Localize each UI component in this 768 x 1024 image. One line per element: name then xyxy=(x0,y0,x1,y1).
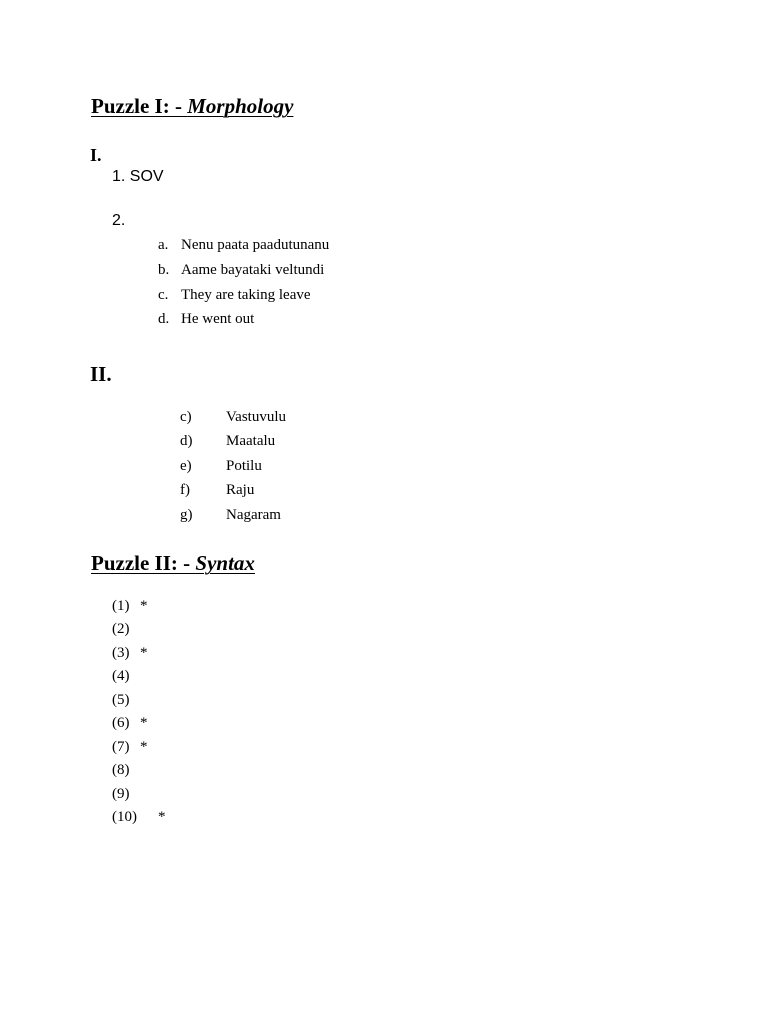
syntax-item-mark: * xyxy=(158,809,166,825)
syntax-item-number: (5) xyxy=(112,692,130,708)
section1-item1: 1. SOV xyxy=(112,168,164,185)
section2-label: II. xyxy=(90,362,112,386)
section2-item-text: Maatalu xyxy=(226,433,276,449)
syntax-item-number: (6) xyxy=(112,715,130,731)
section1-item2: 2. xyxy=(112,212,126,229)
syntax-item-number: (7) xyxy=(112,739,130,755)
puzzle2-heading xyxy=(91,551,255,576)
puzzle2-title-prefix: Puzzle II: - xyxy=(91,551,196,575)
section2-item-text: Vastuvulu xyxy=(226,409,286,425)
subitem-c-text: They are taking leave xyxy=(181,287,311,303)
syntax-item-mark: * xyxy=(140,598,148,614)
syntax-item-mark: * xyxy=(140,645,148,661)
subitem-d-text: He went out xyxy=(181,311,255,327)
subitem-b-text: Aame bayataki veltundi xyxy=(181,262,325,278)
section1-label: I. xyxy=(90,145,102,165)
syntax-item-mark: * xyxy=(140,715,148,731)
syntax-item-number: (4) xyxy=(112,668,130,684)
subitem-marker: c. xyxy=(158,287,169,303)
subitem-b xyxy=(158,262,169,279)
subitem-a-text: Nenu paata paadutunanu xyxy=(181,237,330,253)
puzzle2-title-topic: Syntax xyxy=(195,551,255,575)
syntax-item-mark: * xyxy=(140,739,148,755)
syntax-item-number: (3) xyxy=(112,645,130,661)
subitem-a xyxy=(158,237,168,254)
subitem-d xyxy=(158,311,169,328)
subitem-marker: a. xyxy=(158,237,169,253)
syntax-item-number: (9) xyxy=(112,786,130,802)
subitem-marker: b. xyxy=(158,262,170,278)
puzzle1-title-prefix: Puzzle I: - xyxy=(91,94,188,118)
puzzle1-heading xyxy=(91,94,293,119)
puzzle1-title-topic: Morphology xyxy=(187,94,294,118)
syntax-item-number: (8) xyxy=(112,762,130,778)
syntax-item-number: (2) xyxy=(112,621,130,637)
syntax-item-number: (1) xyxy=(112,598,130,614)
section2-item-text: Potilu xyxy=(226,458,262,474)
subitem-marker: d. xyxy=(158,311,170,327)
section2-item-marker: c) xyxy=(180,409,192,425)
syntax-item-number: (10) xyxy=(112,809,137,825)
section2-item-text: Nagaram xyxy=(226,507,281,523)
section2-item-text: Raju xyxy=(226,482,255,498)
section2-item-marker: d) xyxy=(180,433,193,449)
section2-item-marker: g) xyxy=(180,507,193,523)
section2-item-marker: f) xyxy=(180,482,190,498)
subitem-c xyxy=(158,287,168,304)
section2-item-marker: e) xyxy=(180,458,192,474)
